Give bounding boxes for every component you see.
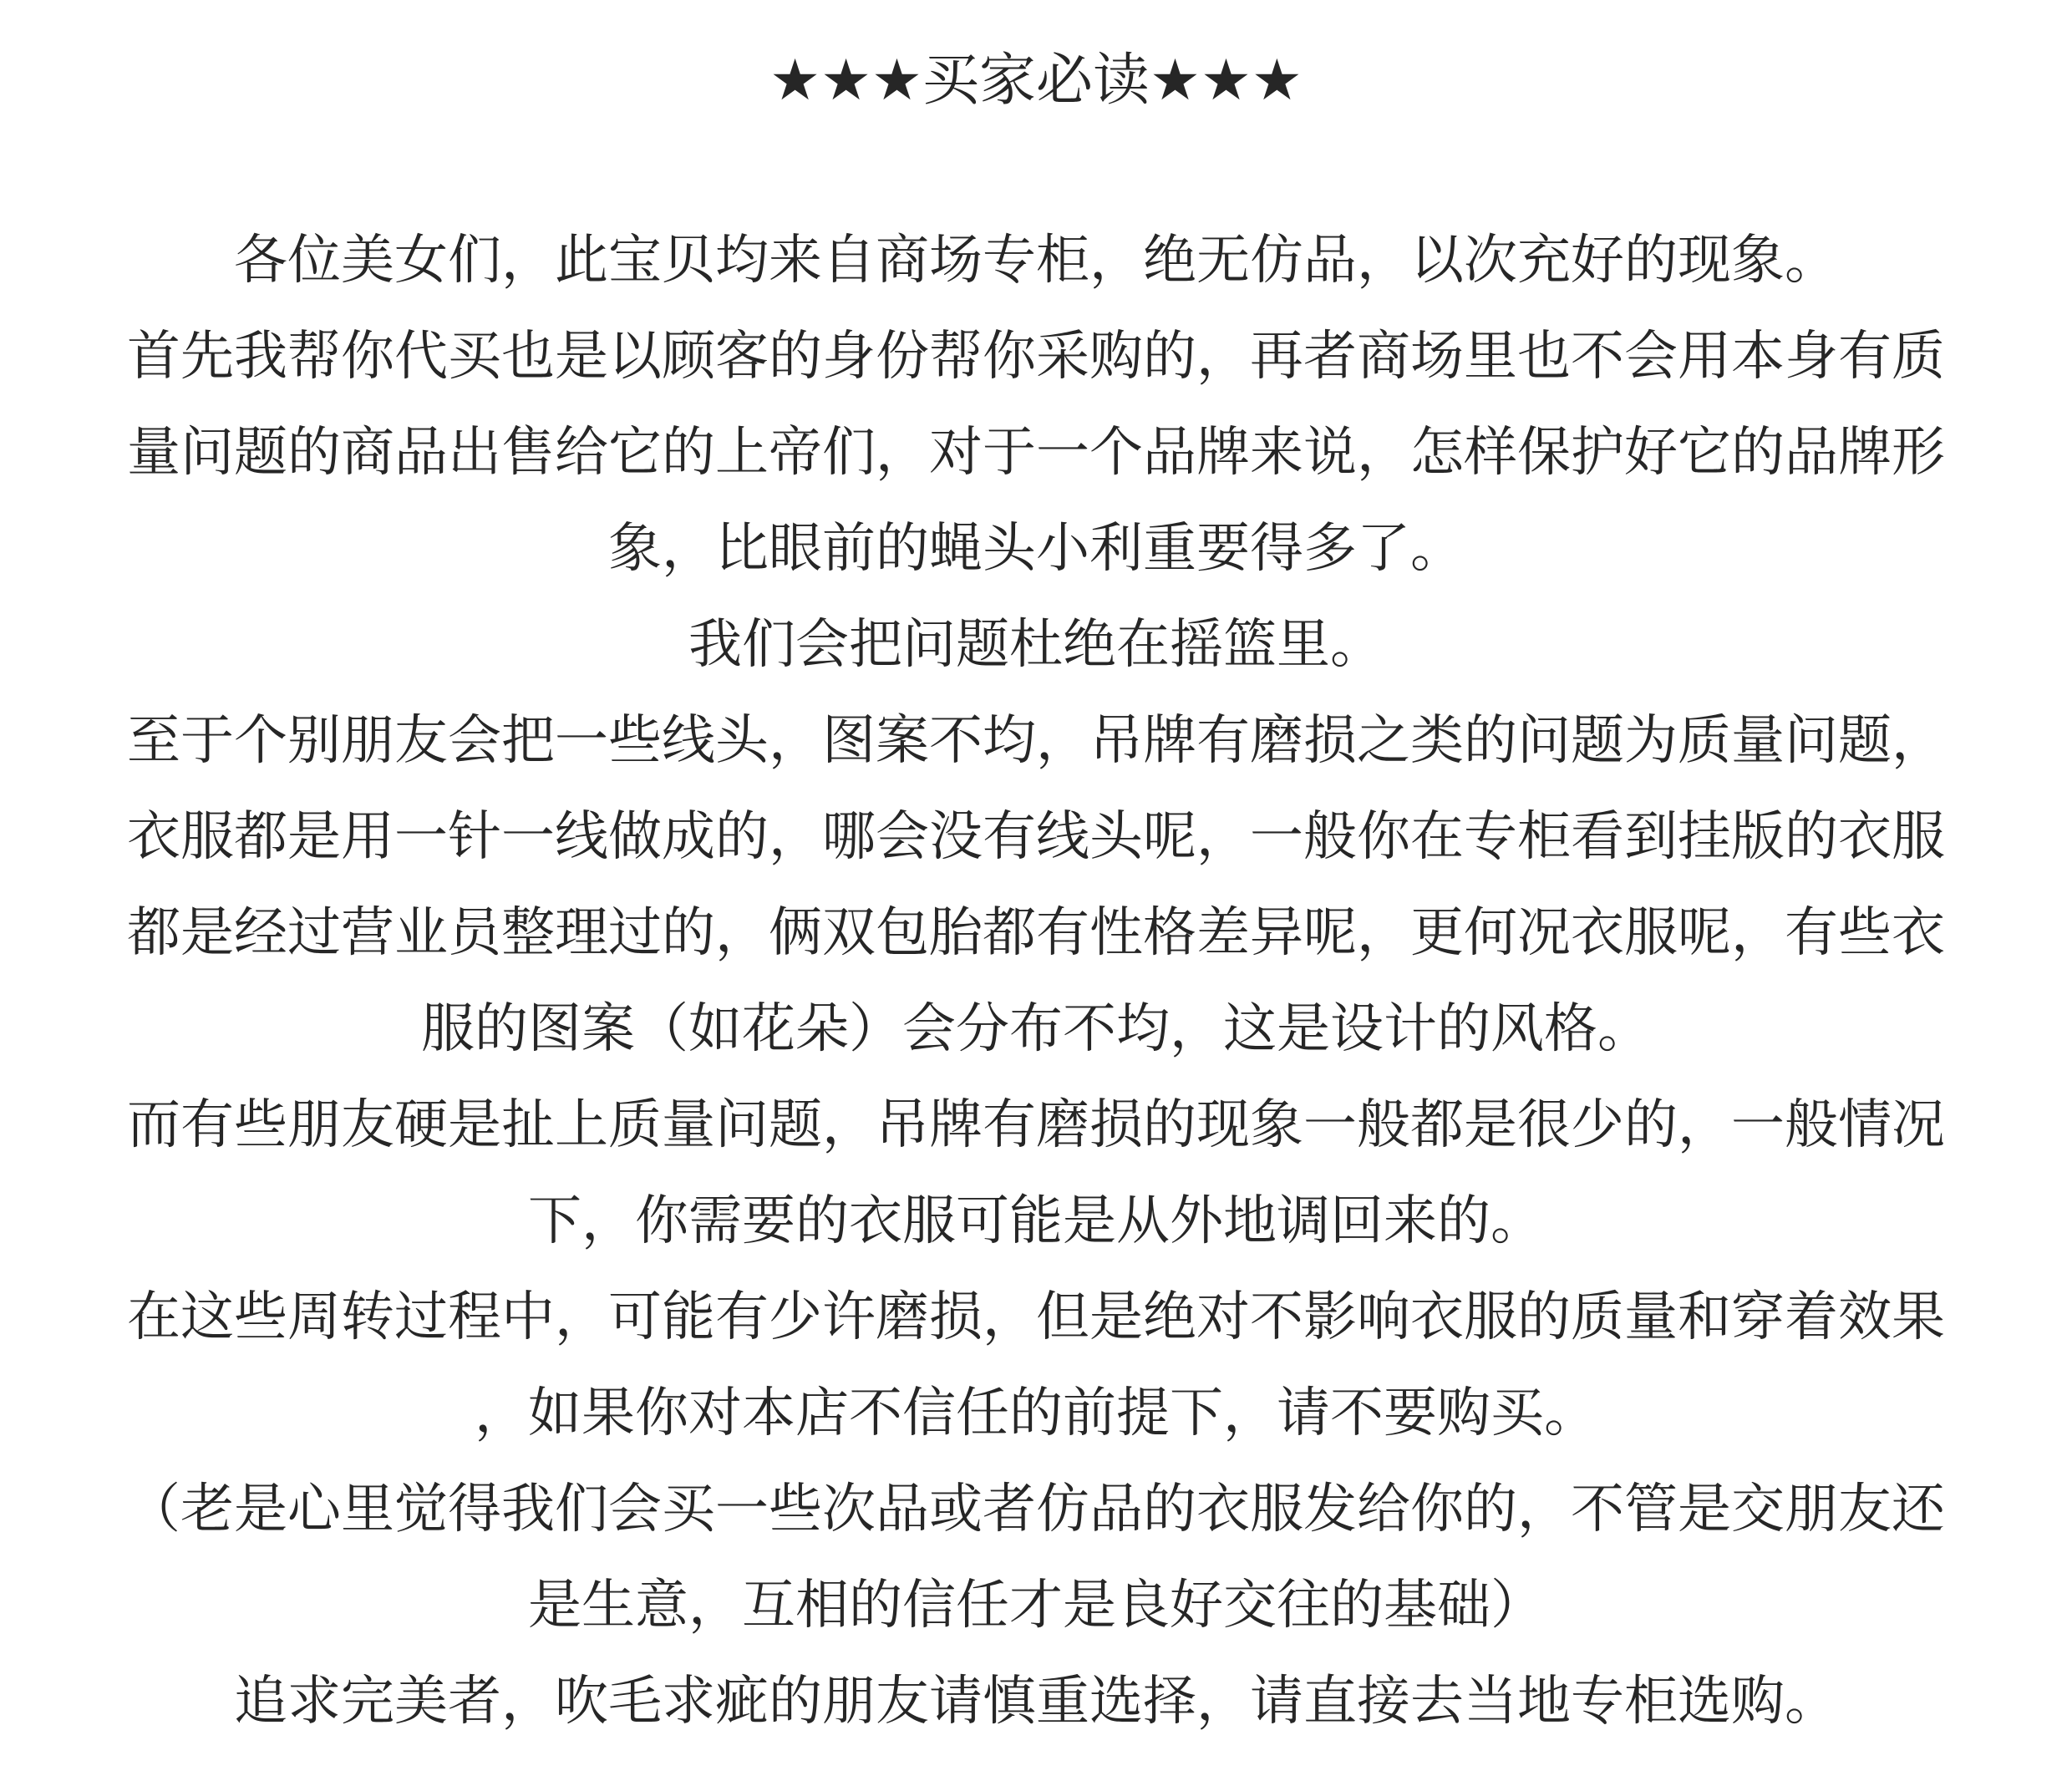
notice-line: （老是心里觉得我们会买一些次品或者仿品的衣服发给你的，不管是交朋友还 — [127, 1479, 1945, 1540]
notice-line: 我们会把问题杜绝在摇篮里。 — [688, 614, 1384, 676]
notice-line: 服的图案（如花朵）会分布不均，这是设计的风格。 — [421, 998, 1651, 1060]
notice-line: 是生意，互相的信任才是良好交往的基础） — [528, 1575, 1544, 1636]
notice-line: 量问题的商品出售给它的上帝们，对于一个品牌来说，怎样保护好它的品牌形 — [127, 422, 1945, 484]
notice-line: 至于个别朋友会把一些线头，图案不均，吊牌有磨损之类的问题为质量问题， — [127, 710, 1945, 772]
notice-line: 都是经过营业员整理过的，俩双包胎都有性格差异呢，更何况衣服呢，有些衣 — [127, 902, 1945, 964]
notice-line: 下，你需要的衣服可能是从外地调回来的。 — [528, 1190, 1544, 1252]
notice-line: 象，比眼前的蝇头小利重要得多了。 — [608, 518, 1464, 580]
notice-title: ★★★买家必读★★★ — [769, 48, 1303, 114]
notice-line: 追求完美者，吹毛求疵的朋友请慎重选择，请直接去当地专柜选购。 — [234, 1671, 1838, 1733]
notice-line: 衣服都是用一针一线做成的，哪会没有线头呢，一般你在专柜看到挂版的衣服 — [127, 806, 1945, 868]
notice-line: 首先我帮你代买也是以顾客的身份帮你采购的，再者商场里也不会用本身有质 — [127, 326, 1945, 388]
notice-line: 各位美女们，此宝贝均来自商场专柜，绝无仿品，以次充好的现象。 — [234, 230, 1838, 292]
notice-line: ，如果你对本店不信任的前提下，请不要购买。 — [475, 1383, 1597, 1444]
notice-body — [15, 213, 2057, 1750]
notice-line: 在这些周转过程中，可能有少许磨损，但是绝对不影响衣服的质量和穿着效果 — [127, 1286, 1945, 1348]
notice-line: 而有些朋友硬是扯上质量问题，吊牌有磨损的现象一般都是很少的，一般情况 — [127, 1094, 1945, 1156]
